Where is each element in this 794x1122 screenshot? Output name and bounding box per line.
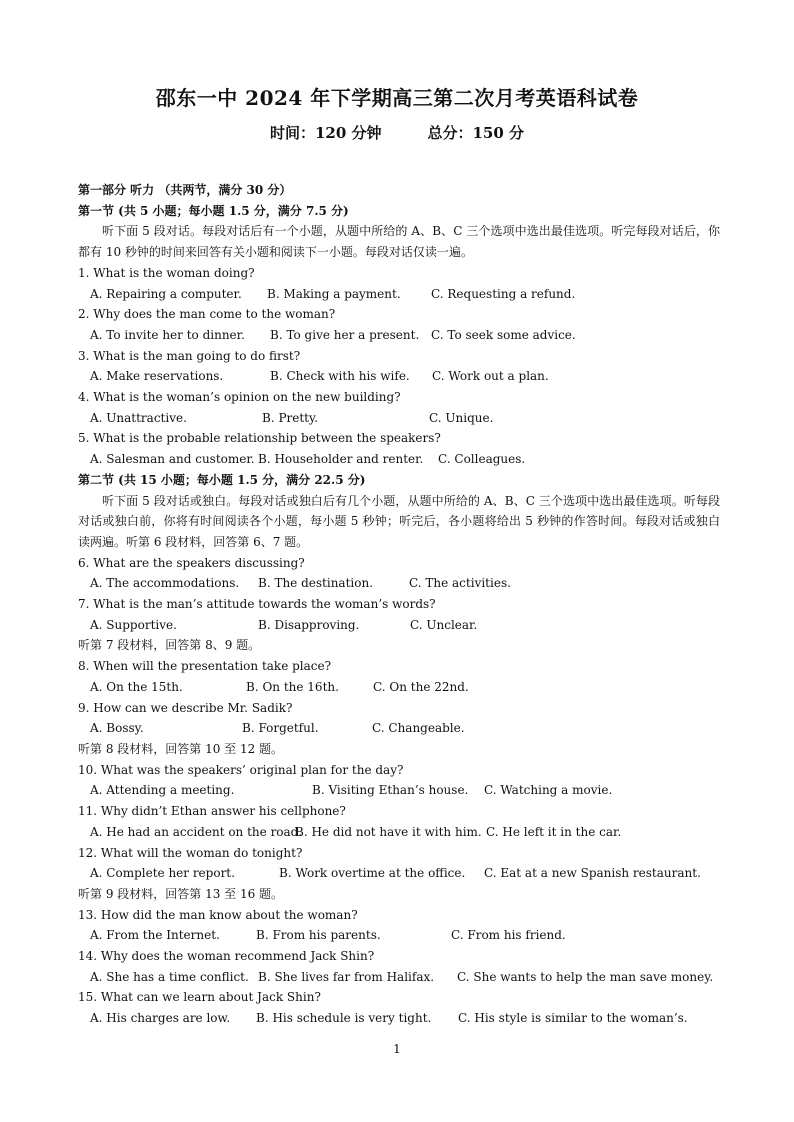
- question-text: 13. How did the man know about the woman?: [78, 907, 358, 922]
- option-c: C. Work out a plan.: [432, 369, 549, 384]
- exam-body: [78, 180, 720, 1029]
- option-b: B. Forgetful.: [242, 721, 319, 736]
- section-instruction: 听下面 5 段对话或独白。每段对话或独白后有几个小题，从题中所给的 A、B、C 三个选项中选出最佳选项。听每段对话或独白前，你将有时间阅读各个小题，每小题 5 秒钟；听完后，各小题将给出 5 秒钟的作答时间。每段对话或独白读两遍。听第 6 段材料，回答第 6、7 题。: [78, 493, 720, 549]
- option-c: C. Eat at a new Spanish restaurant.: [484, 866, 701, 881]
- option-c: C. Colleagues.: [438, 452, 526, 467]
- option-b: B. Work overtime at the office.: [279, 866, 466, 881]
- option-b: B. Making a payment.: [267, 286, 401, 301]
- section-heading: 第二节 (共 15 小题；每小题 1.5 分，满分 22.5 分): [78, 472, 366, 487]
- question-options: [78, 408, 720, 429]
- question-text: 11. Why didn’t Ethan answer his cellphone?: [78, 804, 346, 819]
- option-b: B. The destination.: [258, 576, 374, 591]
- listening-note: 听第 8 段材料，回答第 10 至 12 题。: [78, 741, 284, 756]
- question-text: 3. What is the man going to do first?: [78, 348, 301, 363]
- option-c: C. She wants to help the man save money.: [457, 969, 714, 984]
- option-c: C. To seek some advice.: [431, 327, 576, 342]
- question-options: [78, 925, 720, 946]
- option-b: B. On the 16th.: [246, 679, 339, 694]
- question-options: [78, 677, 720, 698]
- exam-time: 时间：120 分钟: [269, 124, 382, 142]
- option-a: A. From the Internet.: [90, 928, 220, 943]
- option-a: A. Unattractive.: [90, 410, 187, 425]
- option-a: A. Make reservations.: [90, 369, 224, 384]
- question-options: [78, 284, 720, 305]
- question-text: 9. How can we describe Mr. Sadik?: [78, 700, 293, 715]
- option-a: A. Complete her report.: [90, 866, 235, 881]
- question-options: [78, 366, 720, 387]
- option-c: C. Changeable.: [372, 721, 465, 736]
- option-c: C. On the 22nd.: [373, 679, 469, 694]
- section-heading: 第一节 (共 5 小题；每小题 1.5 分，满分 7.5 分): [78, 203, 349, 218]
- option-b: B. To give her a present.: [270, 327, 420, 342]
- option-a: A. Bossy.: [90, 721, 144, 736]
- option-a: A. On the 15th.: [90, 679, 183, 694]
- question-options: [78, 822, 720, 843]
- option-b: B. Check with his wife.: [270, 369, 410, 384]
- question-text: 5. What is the probable relationship between the speakers?: [78, 431, 441, 446]
- question-options: [78, 1008, 720, 1029]
- option-c: C. Requesting a refund.: [431, 286, 576, 301]
- option-b: B. His schedule is very tight.: [256, 1011, 432, 1026]
- option-b: B. Disapproving.: [258, 617, 360, 632]
- option-c: C. From his friend.: [451, 928, 566, 943]
- option-a: A. Repairing a computer.: [90, 286, 242, 301]
- option-b: B. Visiting Ethan’s house.: [312, 783, 469, 798]
- option-c: C. Unique.: [429, 410, 494, 425]
- option-b: B. From his parents.: [256, 928, 381, 943]
- option-a: A. The accommodations.: [90, 576, 240, 591]
- option-c: C. The activities.: [409, 576, 511, 591]
- option-b: B. Pretty.: [262, 410, 319, 425]
- question-options: [78, 615, 720, 636]
- option-a: A. Attending a meeting.: [90, 783, 235, 798]
- question-options: [78, 573, 720, 594]
- question-text: 4. What is the woman’s opinion on the new building?: [78, 390, 401, 405]
- option-b: B. She lives far from Halifax.: [258, 969, 435, 984]
- question-text: 15. What can we learn about Jack Shin?: [78, 990, 321, 1005]
- question-options: [78, 863, 720, 884]
- listening-note: 听第 7 段材料，回答第 8、9 题。: [78, 638, 261, 653]
- question-options: [78, 780, 720, 801]
- option-a: A. She has a time conflict.: [90, 969, 249, 984]
- listening-note: 听第 9 段材料，回答第 13 至 16 题。: [78, 886, 284, 901]
- option-a: A. Salesman and customer.: [90, 452, 255, 467]
- option-c: C. Watching a movie.: [484, 783, 613, 798]
- option-a: A. He had an accident on the road.: [90, 824, 303, 839]
- option-a: A. His charges are low.: [90, 1011, 231, 1026]
- exam-meta: [0, 122, 794, 143]
- question-text: 14. Why does the woman recommend Jack Shin?: [78, 949, 375, 964]
- question-text: 12. What will the woman do tonight?: [78, 845, 303, 860]
- question-text: 1. What is the woman doing?: [78, 265, 255, 280]
- page-number: 1: [393, 1042, 401, 1056]
- question-text: 6. What are the speakers discussing?: [78, 555, 305, 570]
- option-b: B. Householder and renter.: [258, 452, 424, 467]
- question-text: 2. Why does the man come to the woman?: [78, 307, 336, 322]
- option-c: C. Unclear.: [410, 617, 478, 632]
- exam-score: 总分：150 分: [427, 124, 525, 142]
- question-text: 8. When will the presentation take place?: [78, 659, 332, 674]
- part-heading: 第一部分 听力 （共两节，满分 30 分）: [78, 183, 292, 197]
- question-text: 10. What was the speakers’ original plan for the day?: [78, 762, 404, 777]
- option-c: C. His style is similar to the woman’s.: [458, 1011, 688, 1026]
- question-options: [78, 967, 720, 988]
- page-title: 邵东一中 2024 年下学期高三第二次月考英语科试卷: [155, 86, 639, 110]
- question-options: [78, 718, 720, 739]
- option-a: A. To invite her to dinner.: [90, 327, 245, 342]
- question-options: [78, 449, 720, 470]
- question-text: 7. What is the man’s attitude towards the woman’s words?: [78, 597, 436, 612]
- question-options: [78, 325, 720, 346]
- option-c: C. He left it in the car.: [486, 824, 622, 839]
- option-a: A. Supportive.: [90, 617, 177, 632]
- option-b: B. He did not have it with him.: [295, 824, 482, 839]
- section-instruction: 听下面 5 段对话。每段对话后有一个小题，从题中所给的 A、B、C 三个选项中选出最佳选项。听完每段对话后，你都有 10 秒钟的时间来回答有关小题和阅读下一小题。每段对话仅读一遍。: [78, 224, 720, 260]
